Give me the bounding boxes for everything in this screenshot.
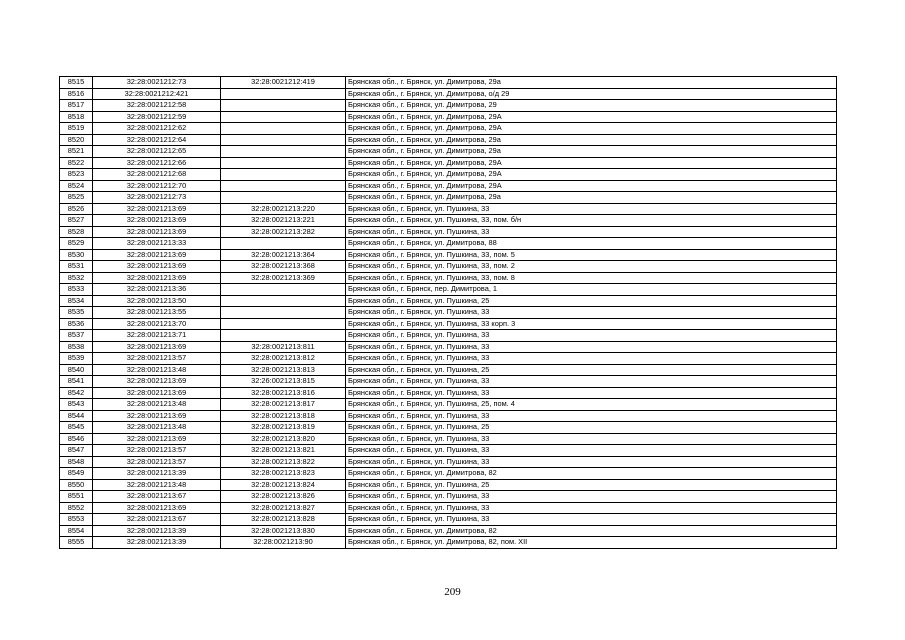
- address-cell: Брянская обл., г. Брянск, ул. Димитрова, 29А: [346, 180, 837, 192]
- object-cadastral-number-cell: 32:28:0021213:830: [221, 525, 346, 537]
- cadastral-number-cell: 32:28:0021213:39: [93, 537, 221, 549]
- address-cell: Брянская обл., г. Брянск, ул. Пушкина, 33: [346, 226, 837, 238]
- object-cadastral-number-cell: 32:28:0021213:90: [221, 537, 346, 549]
- object-cadastral-number-cell: [221, 157, 346, 169]
- object-cadastral-number-cell: 32:28:0021213:822: [221, 456, 346, 468]
- cadastral-number-cell: 32:28:0021213:70: [93, 318, 221, 330]
- object-cadastral-number-cell: [221, 88, 346, 100]
- object-cadastral-number-cell: 32:28:0021213:369: [221, 272, 346, 284]
- cadastral-number-cell: 32:28:0021213:48: [93, 364, 221, 376]
- table-row: [60, 364, 837, 376]
- table-row: [60, 100, 837, 112]
- table-row: [60, 456, 837, 468]
- cadastral-number-cell: 32:28:0021213:57: [93, 456, 221, 468]
- cadastral-number-cell: 32:28:0021213:69: [93, 261, 221, 273]
- object-cadastral-number-cell: 32:28:0021213:821: [221, 445, 346, 457]
- object-cadastral-number-cell: 32:28:0021213:823: [221, 468, 346, 480]
- table-row: [60, 307, 837, 319]
- cadastral-number-cell: 32:28:0021212:73: [93, 192, 221, 204]
- row-number-cell: 8551: [60, 491, 93, 503]
- row-number-cell: 8545: [60, 422, 93, 434]
- table-row: [60, 537, 837, 549]
- address-cell: Брянская обл., г. Брянск, ул. Пушкина, 33: [346, 491, 837, 503]
- cadastral-number-cell: 32:28:0021213:67: [93, 514, 221, 526]
- object-cadastral-number-cell: 32:28:0021213:812: [221, 353, 346, 365]
- address-cell: Брянская обл., г. Брянск, ул. Димитрова, 29а: [346, 134, 837, 146]
- table-row: [60, 502, 837, 514]
- address-cell: Брянская обл., г. Брянск, ул. Димитрова, 82, пом. XII: [346, 537, 837, 549]
- cadastral-number-cell: 32:28:0021212:62: [93, 123, 221, 135]
- row-number-cell: 8555: [60, 537, 93, 549]
- object-cadastral-number-cell: [221, 295, 346, 307]
- row-number-cell: 8535: [60, 307, 93, 319]
- cadastral-number-cell: 32:28:0021212:59: [93, 111, 221, 123]
- cadastral-number-cell: 32:28:0021213:50: [93, 295, 221, 307]
- row-number-cell: 8550: [60, 479, 93, 491]
- table-row: [60, 410, 837, 422]
- cadastral-number-cell: 32:28:0021213:69: [93, 249, 221, 261]
- cadastral-number-cell: 32:28:0021213:69: [93, 376, 221, 388]
- row-number-cell: 8554: [60, 525, 93, 537]
- row-number-cell: 8536: [60, 318, 93, 330]
- property-register-table: [59, 76, 837, 549]
- object-cadastral-number-cell: [221, 192, 346, 204]
- object-cadastral-number-cell: 32:26:0021213:815: [221, 376, 346, 388]
- table-row: [60, 226, 837, 238]
- row-number-cell: 8524: [60, 180, 93, 192]
- cadastral-number-cell: 32:28:0021212:65: [93, 146, 221, 158]
- object-cadastral-number-cell: 32:28:0021213:368: [221, 261, 346, 273]
- cadastral-number-cell: 32:28:0021213:69: [93, 272, 221, 284]
- address-cell: Брянская обл., г. Брянск, ул. Пушкина, 33, пом. б/н: [346, 215, 837, 227]
- row-number-cell: 8529: [60, 238, 93, 250]
- address-cell: Брянская обл., г. Брянск, ул. Пушкина, 33, пом. 5: [346, 249, 837, 261]
- row-number-cell: 8534: [60, 295, 93, 307]
- table-row: [60, 376, 837, 388]
- table-row: [60, 445, 837, 457]
- cadastral-number-cell: 32:28:0021212:68: [93, 169, 221, 181]
- row-number-cell: 8521: [60, 146, 93, 158]
- cadastral-number-cell: 32:28:0021213:39: [93, 468, 221, 480]
- row-number-cell: 8516: [60, 88, 93, 100]
- object-cadastral-number-cell: 32:28:0021213:819: [221, 422, 346, 434]
- row-number-cell: 8537: [60, 330, 93, 342]
- object-cadastral-number-cell: [221, 111, 346, 123]
- cadastral-number-cell: 32:28:0021212:66: [93, 157, 221, 169]
- table-row: [60, 249, 837, 261]
- cadastral-number-cell: 32:28:0021213:69: [93, 387, 221, 399]
- table-row: [60, 284, 837, 296]
- row-number-cell: 8547: [60, 445, 93, 457]
- address-cell: Брянская обл., г. Брянск, ул. Пушкина, 33: [346, 353, 837, 365]
- cadastral-number-cell: 32:28:0021213:55: [93, 307, 221, 319]
- object-cadastral-number-cell: [221, 330, 346, 342]
- cadastral-number-cell: 32:28:0021213:69: [93, 433, 221, 445]
- cadastral-number-cell: 32:28:0021213:69: [93, 226, 221, 238]
- object-cadastral-number-cell: [221, 123, 346, 135]
- object-cadastral-number-cell: [221, 134, 346, 146]
- object-cadastral-number-cell: 32:28:0021213:827: [221, 502, 346, 514]
- row-number-cell: 8543: [60, 399, 93, 411]
- cadastral-number-cell: 32:28:0021213:48: [93, 422, 221, 434]
- row-number-cell: 8531: [60, 261, 93, 273]
- address-cell: Брянская обл., г. Брянск, ул. Пушкина, 33: [346, 514, 837, 526]
- address-cell: Брянская обл., г. Брянск, ул. Пушкина, 25: [346, 364, 837, 376]
- table-row: [60, 353, 837, 365]
- object-cadastral-number-cell: 32:28:0021213:820: [221, 433, 346, 445]
- cadastral-number-cell: 32:28:0021212:421: [93, 88, 221, 100]
- object-cadastral-number-cell: [221, 169, 346, 181]
- table-row: [60, 295, 837, 307]
- address-cell: Брянская обл., г. Брянск, ул. Димитрова, о/д 29: [346, 88, 837, 100]
- row-number-cell: 8527: [60, 215, 93, 227]
- table-row: [60, 192, 837, 204]
- row-number-cell: 8526: [60, 203, 93, 215]
- address-cell: Брянская обл., г. Брянск, ул. Пушкина, 33, пом. 8: [346, 272, 837, 284]
- table-row: [60, 238, 837, 250]
- table-row: [60, 180, 837, 192]
- page-number: 209: [444, 586, 461, 598]
- address-cell: Брянская обл., г. Брянск, ул. Пушкина, 33: [346, 502, 837, 514]
- address-cell: Брянская обл., г. Брянск, ул. Пушкина, 33 корп. 3: [346, 318, 837, 330]
- table-row: [60, 77, 837, 89]
- table-row: [60, 491, 837, 503]
- cadastral-number-cell: 32:28:0021213:69: [93, 215, 221, 227]
- table-row: [60, 157, 837, 169]
- cadastral-number-cell: 32:28:0021212:58: [93, 100, 221, 112]
- row-number-cell: 8544: [60, 410, 93, 422]
- row-number-cell: 8525: [60, 192, 93, 204]
- row-number-cell: 8523: [60, 169, 93, 181]
- row-number-cell: 8533: [60, 284, 93, 296]
- table-row: [60, 88, 837, 100]
- object-cadastral-number-cell: 32:28:0021213:811: [221, 341, 346, 353]
- object-cadastral-number-cell: 32:28:0021213:824: [221, 479, 346, 491]
- object-cadastral-number-cell: [221, 238, 346, 250]
- address-cell: Брянская обл., г. Брянск, ул. Димитрова, 29а: [346, 146, 837, 158]
- object-cadastral-number-cell: 32:28:0021213:221: [221, 215, 346, 227]
- row-number-cell: 8538: [60, 341, 93, 353]
- address-cell: Брянская обл., г. Брянск, ул. Димитрова, 29а: [346, 192, 837, 204]
- object-cadastral-number-cell: [221, 284, 346, 296]
- address-cell: Брянская обл., г. Брянск, ул. Димитрова, 29а: [346, 77, 837, 89]
- address-cell: Брянская обл., г. Брянск, ул. Димитрова, 88: [346, 238, 837, 250]
- table-row: [60, 468, 837, 480]
- address-cell: Брянская обл., г. Брянск, пер. Димитрова, 1: [346, 284, 837, 296]
- address-cell: Брянская обл., г. Брянск, ул. Димитрова, 29А: [346, 123, 837, 135]
- address-cell: Брянская обл., г. Брянск, ул. Пушкина, 33, пом. 2: [346, 261, 837, 273]
- address-cell: Брянская обл., г. Брянск, ул. Пушкина, 33: [346, 456, 837, 468]
- cadastral-number-cell: 32:28:0021213:69: [93, 203, 221, 215]
- cadastral-number-cell: 32:28:0021213:57: [93, 353, 221, 365]
- row-number-cell: 8549: [60, 468, 93, 480]
- object-cadastral-number-cell: 32:28:0021213:828: [221, 514, 346, 526]
- row-number-cell: 8540: [60, 364, 93, 376]
- cadastral-number-cell: 32:28:0021213:69: [93, 341, 221, 353]
- row-number-cell: 8520: [60, 134, 93, 146]
- cadastral-number-cell: 32:28:0021213:48: [93, 399, 221, 411]
- object-cadastral-number-cell: 32:28:0021212:419: [221, 77, 346, 89]
- cadastral-number-cell: 32:28:0021212:64: [93, 134, 221, 146]
- table-row: [60, 514, 837, 526]
- object-cadastral-number-cell: 32:28:0021213:220: [221, 203, 346, 215]
- address-cell: Брянская обл., г. Брянск, ул. Димитрова, 82: [346, 525, 837, 537]
- row-number-cell: 8553: [60, 514, 93, 526]
- table-row: [60, 330, 837, 342]
- object-cadastral-number-cell: [221, 146, 346, 158]
- address-cell: Брянская обл., г. Брянск, ул. Пушкина, 33: [346, 433, 837, 445]
- cadastral-number-cell: 32:28:0021213:33: [93, 238, 221, 250]
- object-cadastral-number-cell: [221, 100, 346, 112]
- object-cadastral-number-cell: [221, 180, 346, 192]
- cadastral-number-cell: 32:28:0021213:39: [93, 525, 221, 537]
- address-cell: Брянская обл., г. Брянск, ул. Пушкина, 25: [346, 479, 837, 491]
- table-row: [60, 134, 837, 146]
- object-cadastral-number-cell: 32:28:0021213:817: [221, 399, 346, 411]
- address-cell: Брянская обл., г. Брянск, ул. Пушкина, 33: [346, 341, 837, 353]
- address-cell: Брянская обл., г. Брянск, ул. Димитрова, 29А: [346, 169, 837, 181]
- table-row: [60, 146, 837, 158]
- cadastral-number-cell: 32:28:0021213:57: [93, 445, 221, 457]
- table-row: [60, 169, 837, 181]
- row-number-cell: 8539: [60, 353, 93, 365]
- table-row: [60, 215, 837, 227]
- address-cell: Брянская обл., г. Брянск, ул. Димитрова, 82: [346, 468, 837, 480]
- address-cell: Брянская обл., г. Брянск, ул. Пушкина, 25: [346, 295, 837, 307]
- row-number-cell: 8519: [60, 123, 93, 135]
- cadastral-number-cell: 32:28:0021213:67: [93, 491, 221, 503]
- address-cell: Брянская обл., г. Брянск, ул. Пушкина, 33: [346, 410, 837, 422]
- cadastral-number-cell: 32:28:0021212:73: [93, 77, 221, 89]
- cadastral-number-cell: 32:28:0021213:71: [93, 330, 221, 342]
- cadastral-number-cell: 32:28:0021213:69: [93, 410, 221, 422]
- object-cadastral-number-cell: 32:28:0021213:818: [221, 410, 346, 422]
- table-body: [60, 77, 837, 549]
- row-number-cell: 8548: [60, 456, 93, 468]
- table-row: [60, 387, 837, 399]
- cadastral-number-cell: 32:28:0021213:69: [93, 502, 221, 514]
- row-number-cell: 8528: [60, 226, 93, 238]
- address-cell: Брянская обл., г. Брянск, ул. Пушкина, 33: [346, 387, 837, 399]
- table-row: [60, 341, 837, 353]
- row-number-cell: 8517: [60, 100, 93, 112]
- address-cell: Брянская обл., г. Брянск, ул. Пушкина, 25, пом. 4: [346, 399, 837, 411]
- table-row: [60, 422, 837, 434]
- table-row: [60, 525, 837, 537]
- row-number-cell: 8546: [60, 433, 93, 445]
- address-cell: Брянская обл., г. Брянск, ул. Пушкина, 33: [346, 330, 837, 342]
- cadastral-number-cell: 32:28:0021212:70: [93, 180, 221, 192]
- cadastral-number-cell: 32:28:0021213:48: [93, 479, 221, 491]
- row-number-cell: 8542: [60, 387, 93, 399]
- address-cell: Брянская обл., г. Брянск, ул. Пушкина, 33: [346, 307, 837, 319]
- table-row: [60, 203, 837, 215]
- address-cell: Брянская обл., г. Брянск, ул. Димитрова, 29А: [346, 157, 837, 169]
- address-cell: Брянская обл., г. Брянск, ул. Димитрова, 29А: [346, 111, 837, 123]
- table-row: [60, 123, 837, 135]
- table-row: [60, 479, 837, 491]
- row-number-cell: 8541: [60, 376, 93, 388]
- object-cadastral-number-cell: 32:28:0021213:282: [221, 226, 346, 238]
- row-number-cell: 8522: [60, 157, 93, 169]
- address-cell: Брянская обл., г. Брянск, ул. Пушкина, 33: [346, 203, 837, 215]
- table-row: [60, 433, 837, 445]
- object-cadastral-number-cell: 32:28:0021213:826: [221, 491, 346, 503]
- object-cadastral-number-cell: [221, 318, 346, 330]
- address-cell: Брянская обл., г. Брянск, ул. Димитрова, 29: [346, 100, 837, 112]
- row-number-cell: 8530: [60, 249, 93, 261]
- address-cell: Брянская обл., г. Брянск, ул. Пушкина, 33: [346, 376, 837, 388]
- row-number-cell: 8532: [60, 272, 93, 284]
- object-cadastral-number-cell: [221, 307, 346, 319]
- document-page: [59, 76, 836, 549]
- object-cadastral-number-cell: 32:28:0021213:813: [221, 364, 346, 376]
- address-cell: Брянская обл., г. Брянск, ул. Пушкина, 33: [346, 445, 837, 457]
- table-row: [60, 261, 837, 273]
- cadastral-number-cell: 32:28:0021213:36: [93, 284, 221, 296]
- table-row: [60, 272, 837, 284]
- table-row: [60, 318, 837, 330]
- table-row: [60, 111, 837, 123]
- object-cadastral-number-cell: 32:28:0021213:364: [221, 249, 346, 261]
- table-row: [60, 399, 837, 411]
- row-number-cell: 8515: [60, 77, 93, 89]
- address-cell: Брянская обл., г. Брянск, ул. Пушкина, 25: [346, 422, 837, 434]
- row-number-cell: 8518: [60, 111, 93, 123]
- row-number-cell: 8552: [60, 502, 93, 514]
- object-cadastral-number-cell: 32:28:0021213:816: [221, 387, 346, 399]
